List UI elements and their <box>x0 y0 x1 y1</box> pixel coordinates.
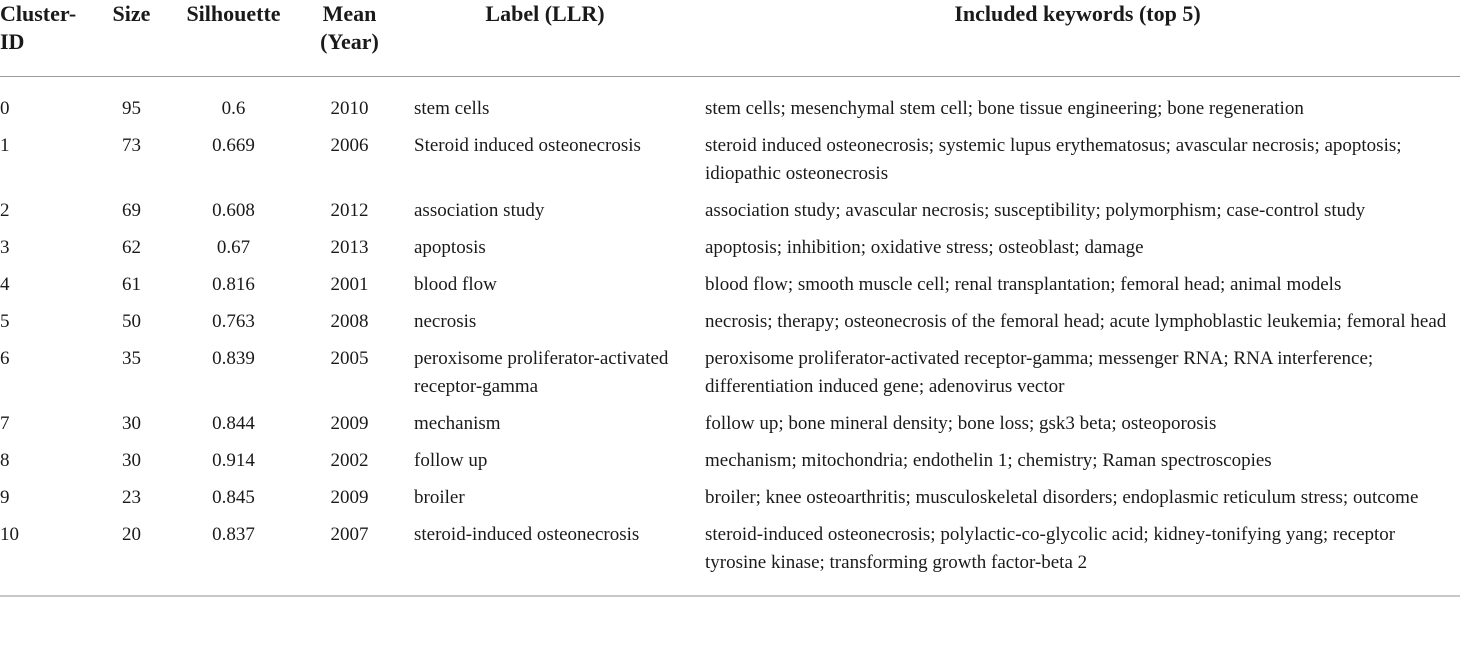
cell-mean-year: 2010 <box>330 97 369 119</box>
cell-keywords: peroxisome proliferator-activated receptor-gamma; messenger RNA; RNA interference; differentiation induced gene; adenovirus vector <box>705 347 1374 397</box>
header-label: Label (LLR) <box>395 0 695 76</box>
header-cluster-id: Cluster-ID <box>0 0 100 76</box>
cell-label: steroid-induced osteonecrosis <box>395 515 695 596</box>
table-row <box>0 441 1460 478</box>
cell-size: 95 <box>122 97 141 119</box>
cell-silhouette: 0.608 <box>212 199 255 221</box>
cell-label: mechanism <box>414 412 501 434</box>
cell-silhouette: 0.67 <box>216 236 251 258</box>
cell-silhouette: 0.837 <box>163 515 304 596</box>
cell-label: stem cells <box>414 97 490 119</box>
cell-keywords: broiler; knee osteoarthritis; musculoskeletal disorders; endoplasmic reticulum stress; outcome <box>705 486 1419 508</box>
header-mean-year: Mean (Year) <box>304 0 395 76</box>
cell-size: 69 <box>122 199 141 221</box>
table-row <box>0 191 1460 228</box>
table-row <box>0 404 1460 441</box>
table-row <box>0 302 1460 339</box>
cell-cluster-id: 9 <box>0 486 10 508</box>
cell-cluster-id: 7 <box>0 412 10 434</box>
cell-silhouette: 0.844 <box>212 412 255 434</box>
cell-silhouette: 0.845 <box>212 486 255 508</box>
header-keywords: Included keywords (top 5) <box>695 0 1460 76</box>
table-row <box>0 339 1460 404</box>
cell-mean-year: 2005 <box>330 347 369 369</box>
table-row <box>0 515 1460 596</box>
cell-cluster-id: 6 <box>0 347 10 369</box>
cell-keywords: necrosis; therapy; osteonecrosis of the femoral head; acute lymphoblastic leukemia; femoral head <box>705 310 1447 332</box>
cell-size: 61 <box>122 273 141 295</box>
cell-label: follow up <box>414 449 488 471</box>
cell-mean-year: 2008 <box>330 310 369 332</box>
cell-size: 23 <box>122 486 141 508</box>
cell-mean-year: 2012 <box>330 199 369 221</box>
cell-cluster-id: 2 <box>0 199 10 221</box>
cell-cluster-id: 5 <box>0 310 10 332</box>
cell-label: broiler <box>414 486 465 508</box>
cell-size: 62 <box>122 236 141 258</box>
cell-mean-year: 2009 <box>330 486 369 508</box>
cell-label: peroxisome proliferator-activated receptor-gamma <box>414 347 669 397</box>
cell-size: 35 <box>122 347 141 369</box>
table-row <box>0 265 1460 302</box>
cell-keywords: stem cells; mesenchymal stem cell; bone tissue engineering; bone regeneration <box>705 97 1304 119</box>
header-silhouette: Silhouette <box>163 0 304 76</box>
cell-label: apoptosis <box>414 236 486 258</box>
cell-cluster-id: 10 <box>0 515 100 596</box>
cell-cluster-id: 1 <box>0 134 10 156</box>
cell-mean-year: 2006 <box>330 134 369 156</box>
table-row <box>0 478 1460 515</box>
cell-silhouette: 0.839 <box>212 347 255 369</box>
cell-size: 50 <box>122 310 141 332</box>
cell-label: Steroid induced osteonecrosis <box>414 134 641 156</box>
table-body <box>0 76 1460 596</box>
cell-size: 20 <box>100 515 163 596</box>
cell-keywords: association study; avascular necrosis; susceptibility; polymorphism; case-control study <box>705 199 1366 221</box>
header-row <box>0 0 1460 76</box>
table-header <box>0 0 1460 76</box>
cell-label: blood flow <box>414 273 497 295</box>
cell-label: association study <box>414 199 545 221</box>
cell-size: 30 <box>122 412 141 434</box>
cell-keywords: blood flow; smooth muscle cell; renal transplantation; femoral head; animal models <box>705 273 1342 295</box>
cell-silhouette: 0.914 <box>212 449 255 471</box>
table-row <box>0 76 1460 126</box>
cell-silhouette: 0.763 <box>212 310 255 332</box>
cell-mean-year: 2001 <box>330 273 369 295</box>
table-row <box>0 126 1460 191</box>
cell-mean-year: 2007 <box>304 515 395 596</box>
cell-keywords: steroid-induced osteonecrosis; polylactic-co-glycolic acid; kidney-tonifying yang; receptor tyrosine kinase; transforming growth factor-beta 2 <box>695 515 1460 596</box>
cell-mean-year: 2013 <box>330 236 369 258</box>
cell-keywords: steroid induced osteonecrosis; systemic lupus erythematosus; avascular necrosis; apoptosis; idiopathic osteonecrosis <box>705 134 1402 184</box>
cell-silhouette: 0.6 <box>221 97 246 119</box>
cell-size: 73 <box>122 134 141 156</box>
cell-label: necrosis <box>414 310 477 332</box>
cell-mean-year: 2009 <box>330 412 369 434</box>
cell-cluster-id: 0 <box>0 97 10 119</box>
cell-cluster-id: 3 <box>0 236 10 258</box>
cell-mean-year: 2002 <box>330 449 369 471</box>
cell-keywords: mechanism; mitochondria; endothelin 1; chemistry; Raman spectroscopies <box>705 449 1272 471</box>
cell-keywords: apoptosis; inhibition; oxidative stress; osteoblast; damage <box>705 236 1144 258</box>
header-size: Size <box>100 0 163 76</box>
cell-silhouette: 0.816 <box>212 273 255 295</box>
cell-keywords: follow up; bone mineral density; bone loss; gsk3 beta; osteoporosis <box>705 412 1217 434</box>
cell-size: 30 <box>122 449 141 471</box>
cell-silhouette: 0.669 <box>212 134 255 156</box>
table-row <box>0 228 1460 265</box>
cell-cluster-id: 4 <box>0 273 10 295</box>
cell-cluster-id: 8 <box>0 449 10 471</box>
